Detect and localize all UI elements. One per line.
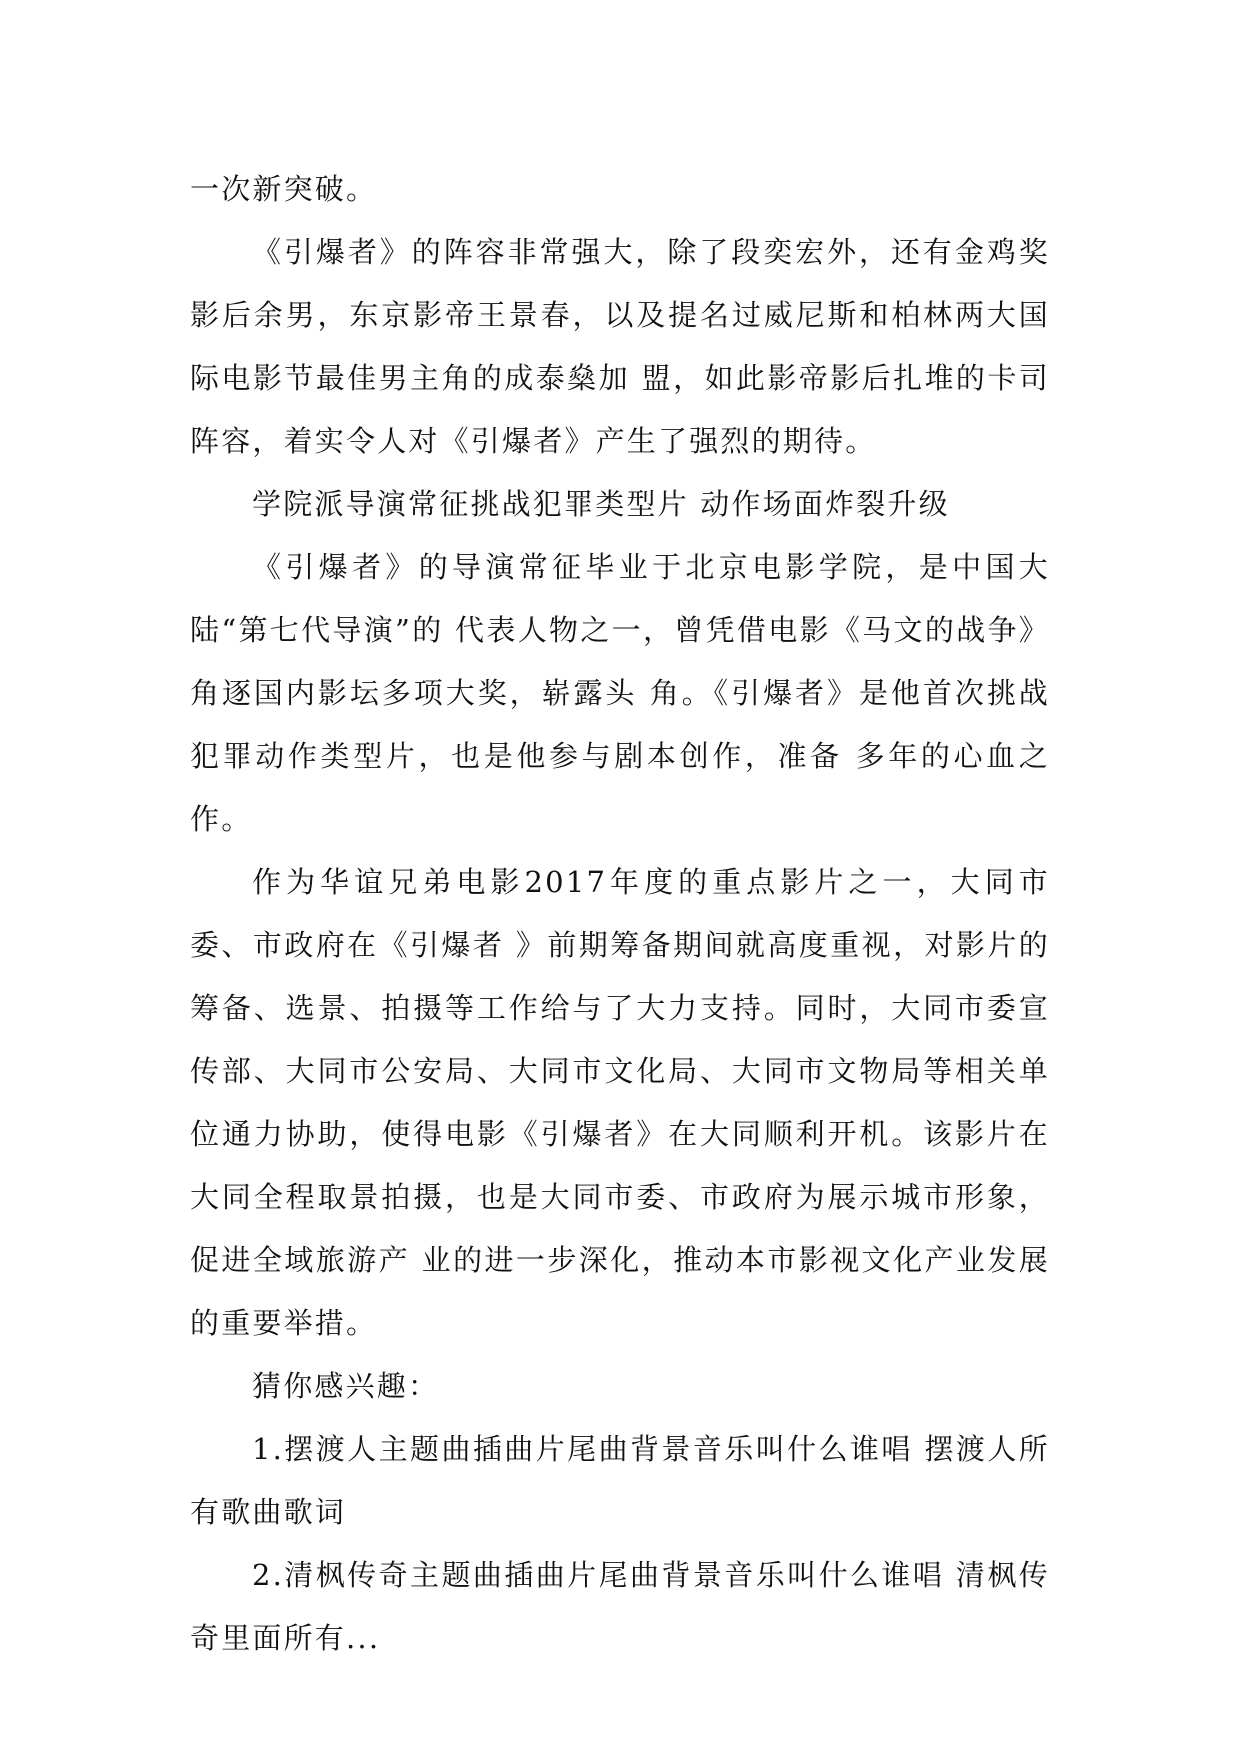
article-body (190, 158, 1050, 1670)
paragraph-continuation: 一次新突破。 (190, 172, 378, 206)
related-link-1[interactable]: 1.摆渡人主题曲插曲片尾曲背景音乐叫什么谁唱 摆渡人所有歌曲歌词 (190, 1432, 1050, 1529)
paragraph-director: 《引爆者》的导演常征毕业于北京电影学院，是中国大陆“第七代导演”的 代表人物之一，曾凭借电影《马文的战争》角逐国内影坛多项大奖，崭露头 角。《引爆者》是他首次挑战犯罪动作类型片，也是他参与剧本创作，准备 多年的心血之作。 (190, 550, 1050, 836)
paragraph-production: 作为华谊兄弟电影2017年度的重点影片之一，大同市委、市政府在《引爆者 》前期筹备期间就高度重视，对影片的筹备、选景、拍摄等工作给与了大力支持。同时，大同市委宣传部、大同市公安局、大同市文化局、大同市文物局等相关单位通力协助，使得电影《引爆者》在大同顺利开机。该影片在大同全程取景拍摄，也是大同市委、市政府为展示城市形象，促进全域旅游产 业的进一步深化，推动本市影视文化产业发展的重要举措。 (190, 865, 1050, 1340)
related-link-2[interactable]: 2.清枫传奇主题曲插曲片尾曲背景音乐叫什么谁唱 清枫传奇里面所有... (190, 1558, 1050, 1655)
paragraph-cast: 《引爆者》的阵容非常强大，除了段奕宏外，还有金鸡奖影后余男，东京影帝王景春，以及提名过威尼斯和柏林两大国际电影节最佳男主角的成泰燊加 盟，如此影帝影后扎堆的卡司阵容，着实令人对《引爆者》产生了强烈的期待。 (190, 235, 1050, 458)
related-heading: 猜你感兴趣： (252, 1369, 440, 1403)
section-heading: 学院派导演常征挑战犯罪类型片 动作场面炸裂升级 (252, 487, 950, 521)
